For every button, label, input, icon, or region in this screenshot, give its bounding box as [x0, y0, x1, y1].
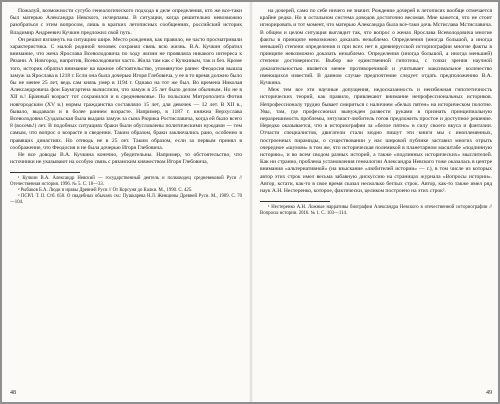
left-footnotes: [10, 176, 242, 206]
footnote-right-1: ¹ Нестеренко А.Н. Ложные нарративы биографии Александра Невского в отечественной историографии // Вопросы истории. 2016. № 1. С. 103—114.: [260, 205, 492, 217]
right-footnotes: [260, 205, 492, 217]
left-paragraph-3: Не все доводы В.А. Кучкина конечно, убедительны. Например, то обстоятельство, что источники не указывают на особую связь с рязанским княжеством Игоря Глебовича,: [10, 152, 242, 166]
left-body-text: [10, 8, 242, 166]
right-body-text: [260, 8, 492, 195]
book-gutter: [249, 2, 253, 402]
footnote-rule: [10, 172, 80, 173]
right-page: [260, 8, 492, 396]
left-paragraph-1: Пожалуй, возможности сугубо генеалогического подхода в деле определения, кто же все-таки был матерью Александра Невского, исчерпаны. В ситуации, когда решительно невозможно разобраться с этим вопросом, лишь в кратких летописных сообщениях, российский историк Владимир Андреевич Кучкин предложил свой путь.: [10, 8, 242, 36]
footnote-rule: [260, 201, 330, 202]
footnote-3: ³ ПСРЛ. Т. II. Стб. 658. О свадебных обычаях см.: Пушкарева Н.Л. Женщины Древней Руси. М., 1989. С. 70—104.: [10, 194, 242, 206]
page-number-right: 49: [486, 390, 492, 396]
right-paragraph-1: на дочерей, само по себе ничего не значит. Рождение дочерей в летописях вообще отмечается крайне редко. Но в остальном система доводов достаточно весомая. Мне кажется, что не стоит игнорировать и тот момент, что матерью Александра была все-таки дочь Мстислава Мстиславича. В общем и целом ситуация выглядит так, что вопрос о женах Ярослава Всеволодовича многие факты в принципе невозможно доказать незыблемо. Определения (иногда большой, а иногда меньшей) степени определения и при всех нет в древнерусской историографии многие факты в принципе невозможно доказать незыблемо. Определения (иногда большой, а иногда меньшей) степени достоверности. Выбор же единственной гипотезы, с точки зрения научной доказательностью является менее противоречивой и учитывает максимальное количество имеющихся известий. В данном случае предпочтение следует отдать предположению В.А. Кучкина.: [260, 8, 492, 87]
right-paragraph-2: Меж тем все эти научные допущения, недосказанность и неизбежная гипотетичность исторических теорий, как правило, привлекают внимание непрофессиональных историков. Непрофессионалу трудно бывает смириться с наличием «белых пятен» на историческом полотне. Увы, там, где профессионал вынужден развести руками в признать принципиальную неразрешимость проблемы, энтузиаст-любитель готов предложить простое и доступное решение. Нередко оказывается, что в историографии за «белое пятно» в силу своего вкуса и фантазии. Отчасти специалистов, двигатели стали модно пишут эти книги мы с иноплеменных, построенных пирамиды, о существовании у нас широкой публике заставил многих отрыть очередное «шумом» в том же, что историческая полемикой в планетарном масштабе «подлинную историю», и во всем сводом разных историй, а также «подлинных исторических» мыслителей. Как ни странно, проблема установления генеалогии Александра Невского тоже оказалась в центре внимания «альтернативной» (на взыскание «любителей истории» — г.), в том числе из которых автор этих строк имел весьма забавную дискуссию на страницах журнала «Вопросы истории». Автор, кстати, как-то в свое время сказал несколько беглых строк. Автор, как-то также имел ряд наук А.Н. Нестеренко, которое, фактически, целиком построено на этих строк².: [260, 87, 492, 195]
page-number-left: 48: [10, 390, 16, 396]
book-spread: [2, 2, 498, 402]
footnote-1: ¹ Кучкин В.А. Александр Невский — государственный деятель и полководец средневековой Руси // Отечественная история. 1996. № 5. С. 18—33.: [10, 176, 242, 188]
left-page: [10, 8, 242, 396]
left-paragraph-2: Он решил взглянуть на ситуацию шире. Место рождения, как правило, не часто просматривали характеристика. С малой родиной человек сохранял связь всю жизнь. В.А. Кучкин обратил внимание, что жена Ярослава Всеволодовича по ходу жизни не проявляла никакого интереса к Рязани. А Новгород, напротив, Всеволодовичи часто. Жила там как с Кучкиным, так и без. Кроме того, историк обратил внимание на важное обстоятельство, упомянутое ранее: Феодосия вышла замуж за Ярослава в 1218 г. Если она была дочерью Игоря Глебовича, у ее в то время должно было бы не менее 25 лет, ведь сам князь умер в 1194 г. Однако на тот же был. Во времена Николая Александровича фон Баумгартена вычислили, что замуж в 25 лет было делом обычным. Но не в XII в.! Брачный возраст тот сохранился и в средневековье. По польским Митрополита Фотия новгородским (XV в.) нормы гражданства составляло 15 лет, для девочек — 12 лет. В XII в., бывало, выдавали и в более раннем возрасте. Например, в 1187 г. княжна Верхуслава Всеволодовна Суздальская была выдана замуж за сына Рюрика Ростиславича, когда ей было всего 8 (восемь!) лет. В подобных ситуациях браки были обусловлены политическими нуждами — тем самым, что вопрос о возрасте в сведении. Таким образом, браки заключались рано, особенно в правящих династиях. Но отнюдь не в 25 лет. Таким образом, если за первым принял в соображение, что Феодосия и не была дочерью Игоря Глебовича.: [10, 36, 242, 151]
footnote-2: ² Рыбаков Б.А. Люди и нравы Древней Руси // От Корсуня до Калки. М., 1990. С. 425.: [18, 188, 193, 194]
